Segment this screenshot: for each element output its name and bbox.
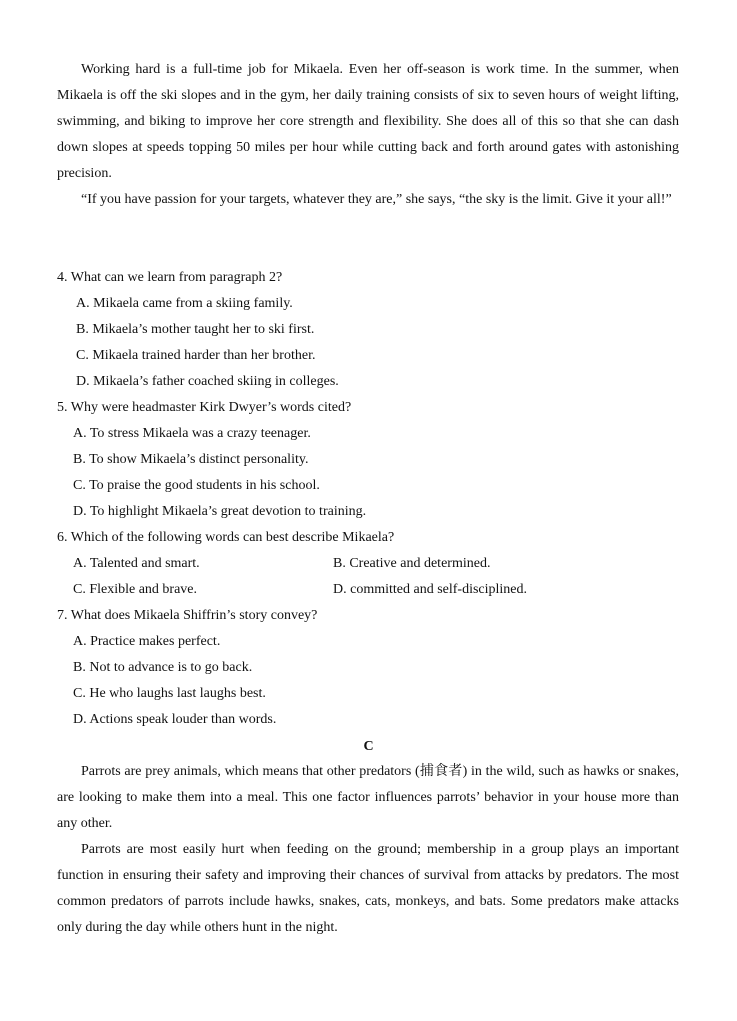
answer-option: C. Flexible and brave. — [73, 582, 198, 597]
answer-option: C. He who laughs last laughs best. — [73, 686, 266, 701]
answer-option: D. committed and self-disciplined. — [333, 582, 528, 597]
question-stem: 7. What does Mikaela Shiffrin’s story convey? — [57, 608, 318, 623]
question-stem: 6. Which of the following words can best describe Mikaela? — [57, 530, 395, 545]
answer-option: A. Practice makes perfect. — [73, 634, 221, 649]
answer-option: D. To highlight Mikaela’s great devotion to training. — [73, 504, 367, 519]
answer-option: B. To show Mikaela’s distinct personality. — [73, 452, 309, 467]
answer-option: C. To praise the good students in his school. — [73, 478, 320, 493]
answer-option: A. Talented and smart. — [73, 556, 200, 571]
passage-paragraph: Parrots are prey animals, which means that other predators (捕食者) in the wild, such as hawks or snakes, are looking to make them into a meal. This one factor influences parrots’ behavior in your house more than any other. — [57, 764, 679, 831]
answer-option: D. Actions speak louder than words. — [73, 712, 277, 727]
answer-option: A. Mikaela came from a skiing family. — [76, 296, 293, 311]
section-heading: C — [363, 739, 374, 754]
answer-option: C. Mikaela trained harder than her brother. — [76, 348, 316, 363]
answer-option: B. Mikaela’s mother taught her to ski first. — [76, 322, 315, 337]
passage-paragraph: Parrots are most easily hurt when feeding on the ground; membership in a group plays an important function in ensuring their safety and improving their chances of survival from attacks by predators. The most common predators of parrots include hawks, snakes, cats, monkeys, and bats. Some predators make attacks only during the day while others hunt in the night. — [57, 842, 679, 935]
answer-option: A. To stress Mikaela was a crazy teenager. — [73, 426, 311, 441]
passage-paragraph: Working hard is a full-time job for Mikaela. Even her off-season is work time. In the summer, when Mikaela is off the ski slopes and in the gym, her daily training consists of six to seven hours of weight lifting, swimming, and biking to improve her core strength and flexibility. She does all of this so that she can dash down slopes at speeds topping 50 miles per hour while cutting back and forth around gates with astonishing precision. — [57, 62, 679, 181]
question-stem: 5. Why were headmaster Kirk Dwyer’s words cited? — [57, 400, 352, 415]
question-stem: 4. What can we learn from paragraph 2? — [57, 270, 283, 285]
answer-option: B. Not to advance is to go back. — [73, 660, 253, 675]
answer-option: D. Mikaela’s father coached skiing in colleges. — [76, 374, 339, 389]
answer-option: B. Creative and determined. — [333, 556, 491, 571]
passage-paragraph: “If you have passion for your targets, whatever they are,” she says, “the sky is the limit. Give it your all!” — [81, 192, 672, 207]
